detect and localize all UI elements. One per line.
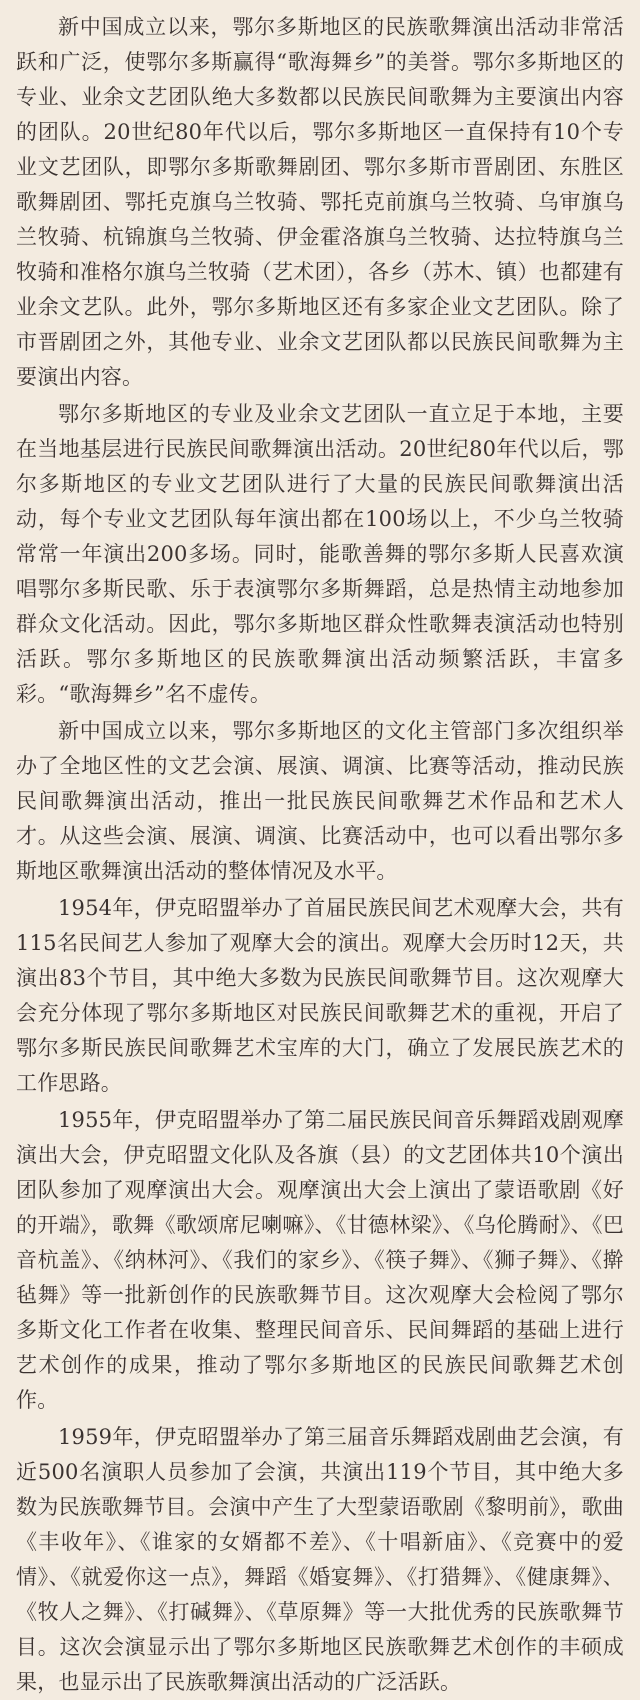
paragraph-2: 鄂尔多斯地区的专业及业余文艺团队一直立足于本地，主要在当地基层进行民族民间歌舞演出活动。20世纪80年代以后，鄂尔多斯地区的专业文艺团队进行了大量的民族民间歌舞演出活动，每个专业文艺团队每年演出都在100场以上，不少乌兰牧骑常常一年演出200多场。同时，能歌善舞的鄂尔多斯人民喜欢演唱鄂尔多斯民歌、乐于表演鄂尔多斯舞蹈，总是热情主动地参加群众文化活动。因此，鄂尔多斯地区群众性歌舞表演活动也特别活跃。鄂尔多斯地区的民族歌舞演出活动频繁活跃，丰富多彩。“歌海舞乡”名不虚传。 bbox=[16, 402, 624, 706]
paragraph-4: 1954年，伊克昭盟举办了首届民族民间艺术观摩大会，共有115名民间艺人参加了观摩大会的演出。观摩大会历时12天，共演出83个节目，其中绝大多数为民族民间歌舞节目。这次观摩大会充分体现了鄂尔多斯地区对民族民间歌舞艺术的重视，开启了鄂尔多斯民族民间歌舞艺术宝库的大门，确立了发展民族艺术的工作思路。 bbox=[16, 896, 624, 1095]
paragraph-5: 1955年，伊克昭盟举办了第二届民族民间音乐舞蹈戏剧观摩演出大会，伊克昭盟文化队及各旗（县）的文艺团体共10个演出团队参加了观摩演出大会。观摩演出大会上演出了蒙语歌剧《好的开端》，歌舞《歌颂席尼喇嘛》、《甘德林梁》、《乌伦腾耐》、《巴音杭盖》、《纳林河》、《我们的家乡》、《筷子舞》、《狮子舞》、《擀毡舞》等一批新创作的民族歌舞节目。这次观摩大会检阅了鄂尔多斯文化工作者在收集、整理民间音乐、民间舞蹈的基础上进行艺术创作的成果，推动了鄂尔多斯地区的民族民间歌舞艺术创作。 bbox=[16, 1108, 624, 1412]
paragraph-3: 新中国成立以来，鄂尔多斯地区的文化主管部门多次组织举办了全地区性的文艺会演、展演、调演、比赛等活动，推动民族民间歌舞演出活动，推出一批民族民间歌舞艺术作品和艺术人才。从这些会演、展演、调演、比赛活动中，也可以看出鄂尔多斯地区歌舞演出活动的整体情况及水平。 bbox=[16, 719, 624, 883]
paragraph-1: 新中国成立以来，鄂尔多斯地区的民族歌舞演出活动非常活跃和广泛，使鄂尔多斯赢得“歌海舞乡”的美誉。鄂尔多斯地区的专业、业余文艺团队绝大多数都以民族民间歌舞为主要演出内容的团队。20世纪80年代以后，鄂尔多斯地区一直保持有10个专业文艺团队，即鄂尔多斯歌舞剧团、鄂尔多斯市晋剧团、东胜区歌舞剧团、鄂托克旗乌兰牧骑、鄂托克前旗乌兰牧骑、乌审旗乌兰牧骑、杭锦旗乌兰牧骑、伊金霍洛旗乌兰牧骑、达拉特旗乌兰牧骑和准格尔旗乌兰牧骑（艺术团），各乡（苏木、镇）也都建有业余文艺队。此外，鄂尔多斯地区还有多家企业文艺团队。除了市晋剧团之外，其他专业、业余文艺团队都以民族民间歌舞为主要演出内容。 bbox=[16, 15, 624, 389]
paragraph-6: 1959年，伊克昭盟举办了第三届音乐舞蹈戏剧曲艺会演，有近500名演职人员参加了会演，共演出119个节目，其中绝大多数为民族歌舞节目。会演中产生了大型蒙语歌剧《黎明前》，歌曲《丰收年》、《谁家的女婿都不差》、《十唱新庙》、《竞赛中的爱情》、《就爱你这一点》，舞蹈《婚宴舞》、《打猎舞》、《健康舞》、《牧人之舞》、《打碱舞》、《草原舞》等一大批优秀的民族歌舞节目。这次会演显示出了鄂尔多斯地区民族歌舞艺术创作的丰硕成果，也显示出了民族歌舞演出活动的广泛活跃。 bbox=[16, 1425, 624, 1694]
